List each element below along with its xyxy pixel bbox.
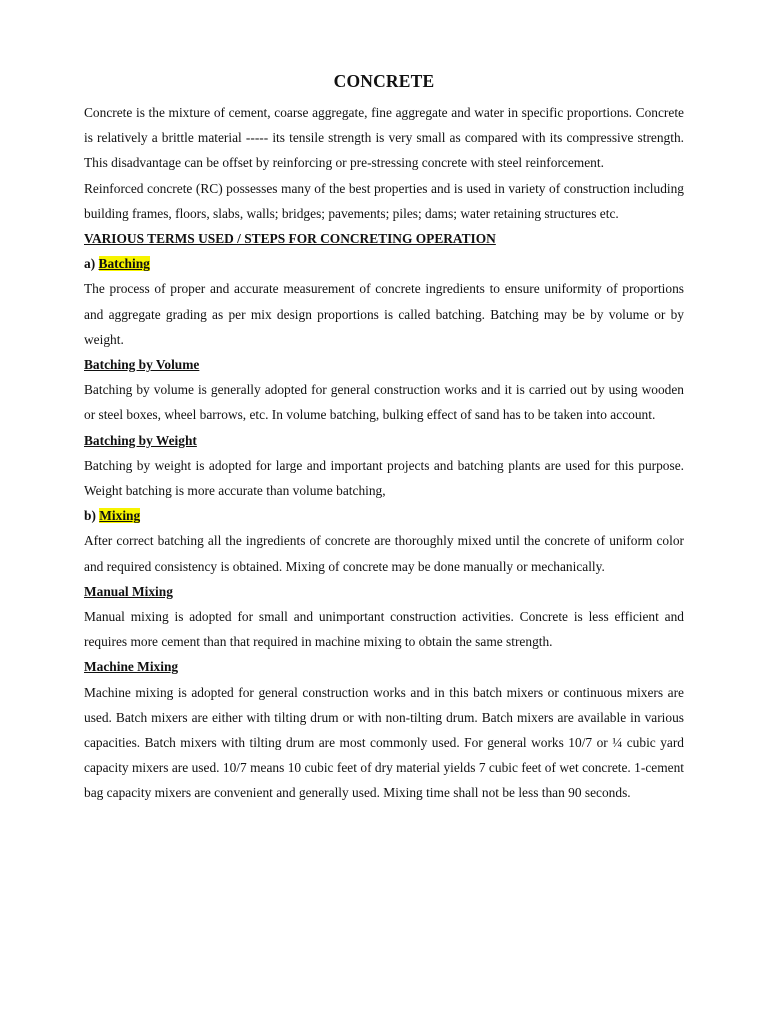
batching-by-volume-paragraph: Batching by volume is generally adopted for general construction works and it is carried out by using wooden or steel boxes, wheel barrows, etc. In volume batching, bulking effect of sand has to be taken into account. bbox=[84, 382, 684, 423]
page-title: CONCRETE bbox=[333, 71, 435, 91]
manual-mixing-paragraph: Manual mixing is adopted for small and unimportant construction activities. Concrete is less efficient and requires more cement than that required in machine mixing to obtain the same strength. bbox=[84, 609, 684, 650]
batching-by-volume-heading: Batching by Volume bbox=[84, 357, 200, 373]
mixing-prefix: b) bbox=[84, 508, 100, 524]
mixing-heading-label: Mixing bbox=[99, 508, 141, 524]
mixing-paragraph: After correct batching all the ingredients of concrete are thoroughly mixed until the concrete of uniform color and required consistency is obtained. Mixing of concrete may be done manually or mechanically. bbox=[84, 533, 684, 574]
document-page bbox=[84, 62, 684, 806]
batching-by-weight-heading: Batching by Weight bbox=[84, 432, 197, 448]
machine-mixing-heading: Machine Mixing bbox=[84, 659, 179, 675]
machine-mixing-paragraph: Machine mixing is adopted for general construction works and in this batch mixers or continuous mixers are used. Batch mixers are either with tilting drum or with non-tilting drum. Batch mixers are available in various capacities. Batch mixers with tilting drum are most commonly used. For general works 10/7 or ¼ cubic yard capacity mixers are used. 10/7 means 10 cubic feet of dry material yields 7 cubic feet of wet concrete. 1-cement bag capacity mixers are convenient and generally used. Mixing time shall not be less than 90 seconds. bbox=[84, 684, 684, 801]
batching-heading-label: Batching bbox=[98, 256, 150, 272]
intro-paragraph-reinforced: Reinforced concrete (RC) possesses many of the best properties and is used in variety of construction including building frames, floors, slabs, walls; bridges; pavements; piles; dams; water retaining structures etc. bbox=[84, 180, 684, 221]
batching-paragraph: The process of proper and accurate measurement of concrete ingredients to ensure uniformity of proportions and aggregate grading as per mix design proportions is called batching. Batching may be by volume or by weight. bbox=[84, 281, 684, 347]
batching-prefix: a) bbox=[84, 256, 99, 272]
batching-heading bbox=[84, 251, 684, 276]
mixing-heading bbox=[84, 503, 684, 528]
batching-by-weight-paragraph: Batching by weight is adopted for large and important projects and batching plants are used for this purpose. Weight batching is more accurate than volume batching, bbox=[84, 457, 684, 499]
section-heading: VARIOUS TERMS USED / STEPS FOR CONCRETING OPERATION bbox=[84, 231, 496, 247]
intro-paragraph-concrete: Concrete is the mixture of cement, coarse aggregate, fine aggregate and water in specific proportions. Concrete is relatively a brittle material ----- its tensile strength is very small as compared with its compressive strength. This disadvantage can be offset by reinforcing or pre-stressing concrete with steel reinforcement. bbox=[84, 105, 684, 171]
manual-mixing-heading: Manual Mixing bbox=[84, 583, 173, 599]
